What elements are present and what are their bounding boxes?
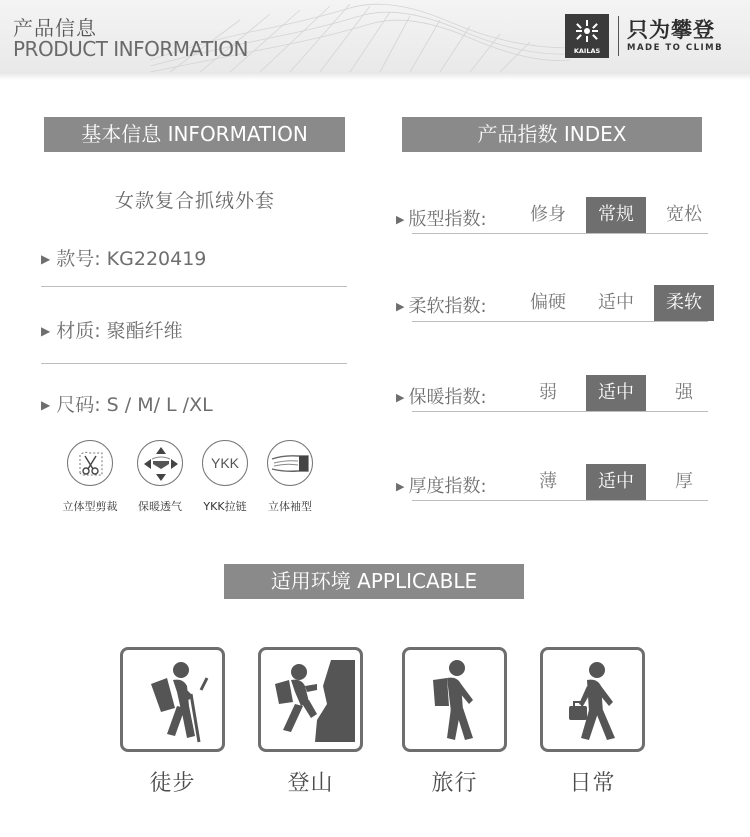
brand-block (565, 14, 723, 58)
feature-warm-breathable (125, 440, 195, 514)
divider (412, 500, 708, 501)
info-row-label: 材质: 聚酯纤维 (56, 320, 183, 342)
brand-sub: MADE TO CLIMB (627, 43, 724, 53)
feature-label: 立体袖型 (268, 500, 312, 513)
arrow-right-icon: ▶ (396, 213, 405, 226)
index-label-text: 保暖指数: (408, 387, 487, 408)
sleeve-icon (267, 440, 313, 486)
index-label-text: 版型指数: (408, 209, 487, 230)
index-label-thickness (396, 472, 487, 498)
ykk-text: YKK (210, 455, 239, 471)
index-label-warmth (396, 383, 487, 409)
travel-icon (402, 647, 507, 752)
daily-icon (540, 647, 645, 752)
divider (412, 233, 708, 234)
arrow-right-icon: ▶ (41, 252, 51, 266)
feature-label: YKK拉链 (203, 500, 247, 513)
arrow-right-icon: ▶ (396, 480, 405, 493)
index-label-fit (396, 205, 487, 231)
hiking-icon (120, 647, 225, 752)
climbing-icon (258, 647, 363, 752)
brand-divider (618, 16, 619, 56)
info-row-label: 款号: KG220419 (56, 248, 207, 270)
brand-slogan: 只为攀登 (627, 18, 715, 42)
feature-label: 立体型剪裁 (62, 500, 118, 513)
arrow-right-icon: ▶ (41, 398, 51, 412)
info-row-label: 尺码: S / M/ L /XL (56, 394, 213, 416)
info-row-style-number (41, 244, 347, 271)
index-option: 偏硬 (530, 292, 566, 313)
info-row-size (41, 390, 347, 417)
index-option: 强 (675, 382, 693, 403)
kailas-logo-icon (565, 14, 609, 58)
index-label-softness (396, 292, 487, 318)
index-option-selected: 柔软 (654, 285, 714, 321)
ykk-zipper-icon (202, 440, 248, 486)
index-option: 修身 (530, 204, 566, 225)
feature-ykk-zipper (190, 440, 260, 514)
applicable-title-bar: 适用环境 APPLICABLE (224, 564, 524, 599)
index-option: 适中 (598, 292, 634, 313)
index-option-selected: 适中 (586, 464, 646, 500)
page-header (0, 0, 750, 72)
mountain-mesh-decoration (150, 0, 570, 72)
arrow-right-icon: ▶ (396, 300, 405, 313)
index-option: 薄 (539, 471, 557, 492)
warm-breathable-icon (137, 440, 183, 486)
divider (412, 321, 708, 322)
feature-label: 保暖透气 (138, 500, 182, 513)
arrow-right-icon: ▶ (396, 391, 405, 404)
applicable-label-daily: 日常 (569, 771, 616, 796)
index-title-bar: 产品指数 INDEX (402, 117, 702, 152)
divider (41, 363, 347, 364)
index-option: 厚 (675, 471, 693, 492)
info-row-material (41, 316, 347, 343)
index-label-text: 柔软指数: (408, 296, 487, 317)
basic-info-title-bar: 基本信息 INFORMATION (44, 117, 345, 152)
index-option: 弱 (539, 382, 557, 403)
applicable-label-climbing: 登山 (287, 771, 334, 796)
header-shadow (0, 72, 750, 80)
product-name: 女款复合抓绒外套 (114, 190, 275, 212)
divider (41, 286, 347, 287)
index-option-selected: 常规 (586, 197, 646, 233)
header-title-en: PRODUCT INFORMATION (13, 37, 248, 61)
index-option: 宽松 (666, 204, 702, 225)
brand-logo-text: KAILAS (573, 47, 601, 55)
applicable-label-hiking: 徒步 (149, 771, 196, 796)
index-option-selected: 适中 (586, 375, 646, 411)
divider (412, 411, 708, 412)
scissors-icon (67, 440, 113, 486)
feature-3d-cut (55, 440, 125, 514)
index-label-text: 厚度指数: (408, 476, 487, 497)
arrow-right-icon: ▶ (41, 324, 51, 338)
feature-3d-sleeve (255, 440, 325, 514)
applicable-label-travel: 旅行 (431, 771, 478, 796)
header-title-cn: 产品信息 (13, 16, 97, 40)
